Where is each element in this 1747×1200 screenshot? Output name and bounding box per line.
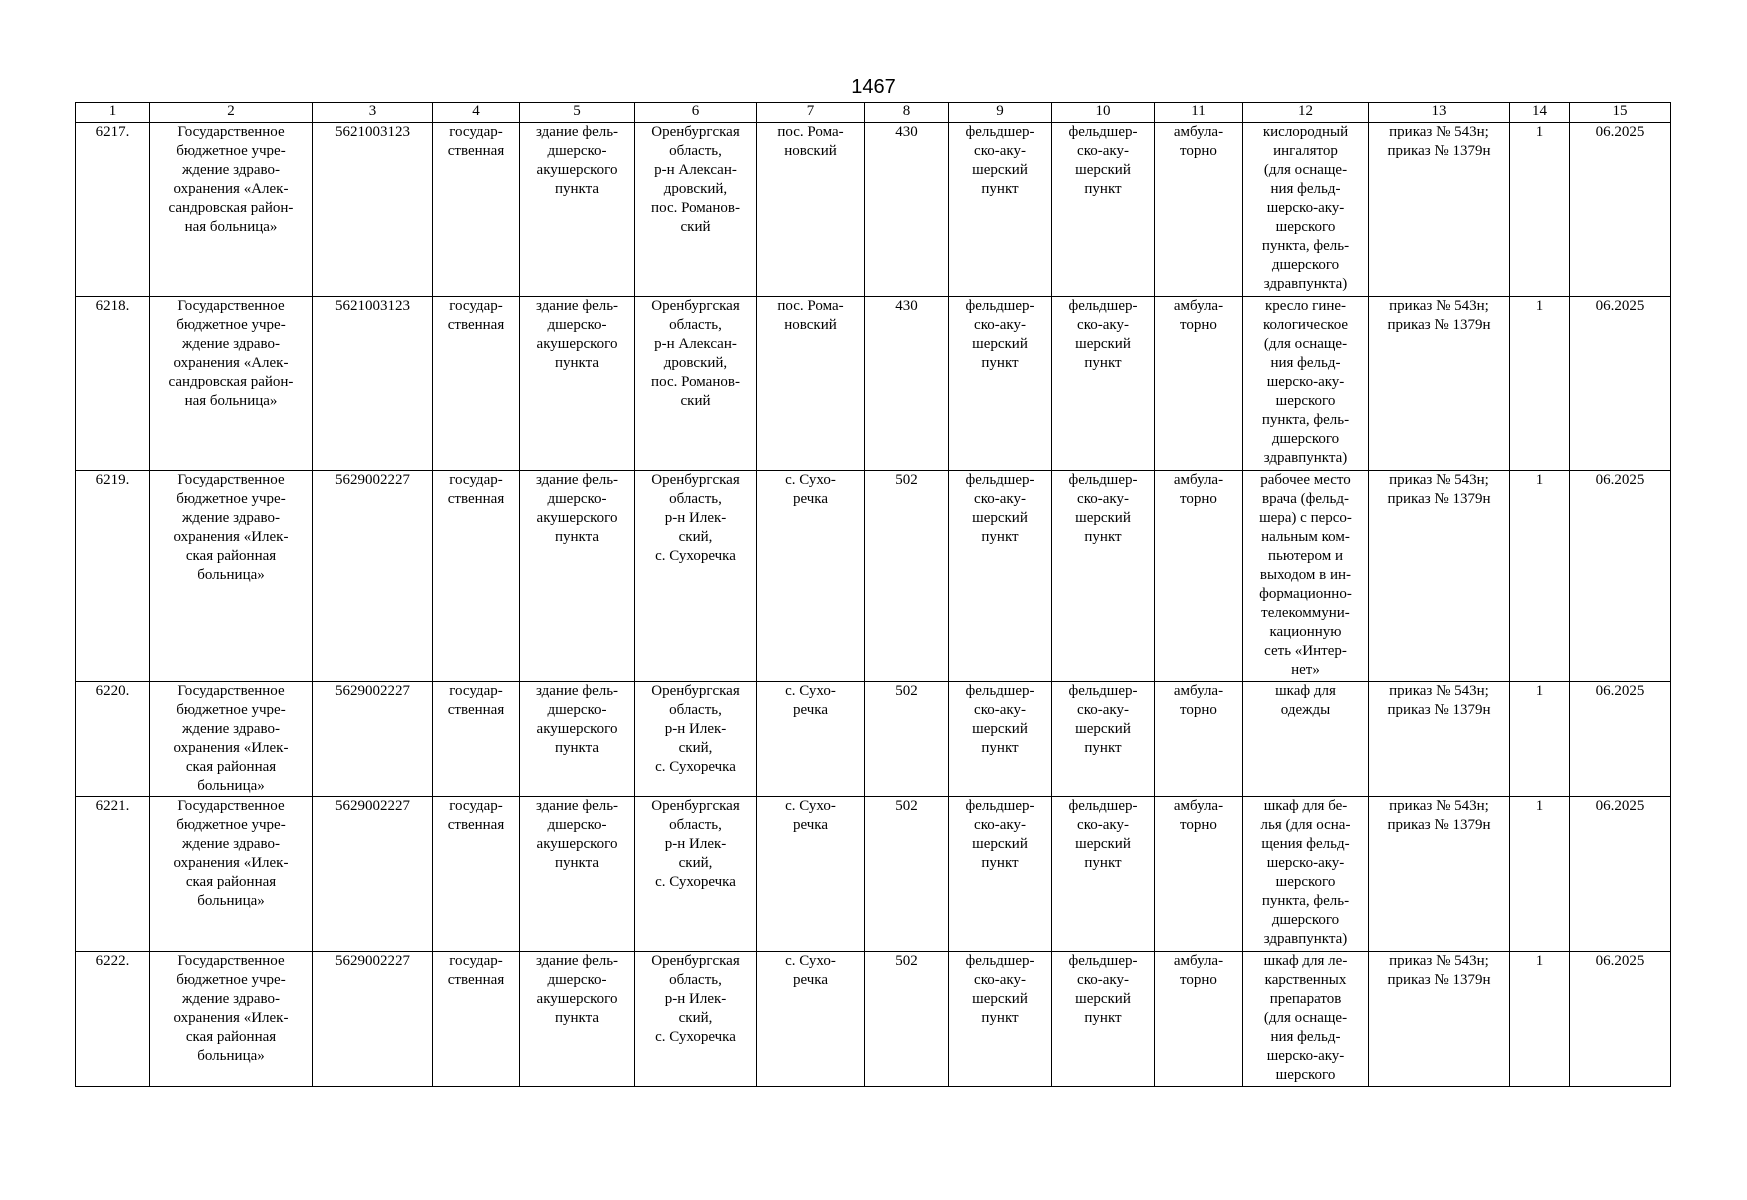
unit-type: фельдшер- ско-аку- шерский пункт bbox=[949, 952, 1052, 1087]
ownership-form: государ- ственная bbox=[433, 123, 520, 297]
record-number: 6222. bbox=[76, 952, 150, 1087]
column-number: 1 bbox=[76, 103, 150, 123]
building-type: здание фель- дшерско- акушерского пункта bbox=[520, 682, 635, 797]
quantity: 1 bbox=[1510, 471, 1570, 682]
unit-type-alt: фельдшер- ско-аку- шерский пункт bbox=[1052, 797, 1155, 952]
inn: 5629002227 bbox=[313, 682, 433, 797]
date: 06.2025 bbox=[1570, 123, 1671, 297]
column-number-row bbox=[76, 103, 1671, 123]
care-conditions: амбула- торно bbox=[1155, 297, 1243, 471]
care-conditions: амбула- торно bbox=[1155, 952, 1243, 1087]
settlement: с. Сухо- речка bbox=[757, 682, 865, 797]
population: 502 bbox=[865, 682, 949, 797]
care-conditions: амбула- торно bbox=[1155, 123, 1243, 297]
population: 502 bbox=[865, 797, 949, 952]
equipment-name: шкаф для одежды bbox=[1243, 682, 1369, 797]
care-conditions: амбула- торно bbox=[1155, 682, 1243, 797]
unit-type: фельдшер- ско-аку- шерский пункт bbox=[949, 297, 1052, 471]
unit-type-alt: фельдшер- ско-аку- шерский пункт bbox=[1052, 952, 1155, 1087]
inn: 5629002227 bbox=[313, 797, 433, 952]
ownership-form: государ- ственная bbox=[433, 797, 520, 952]
column-number: 12 bbox=[1243, 103, 1369, 123]
column-number: 3 bbox=[313, 103, 433, 123]
population: 430 bbox=[865, 297, 949, 471]
care-conditions: амбула- торно bbox=[1155, 471, 1243, 682]
table-row bbox=[76, 952, 1671, 1087]
date: 06.2025 bbox=[1570, 797, 1671, 952]
column-number: 15 bbox=[1570, 103, 1671, 123]
unit-type-alt: фельдшер- ско-аку- шерский пункт bbox=[1052, 123, 1155, 297]
settlement: пос. Рома- новский bbox=[757, 297, 865, 471]
table-row bbox=[76, 682, 1671, 797]
organization-name: Государственное бюджетное учре- ждение здраво- охранения «Илек- ская районная больница» bbox=[150, 952, 313, 1087]
equipment-name: рабочее место врача (фельд- шера) с персо- нальным ком- пьютером и выходом в ин- формационно- телекоммуни- кационную сеть «Интер- нет» bbox=[1243, 471, 1369, 682]
column-number: 11 bbox=[1155, 103, 1243, 123]
column-number: 13 bbox=[1369, 103, 1510, 123]
record-number: 6221. bbox=[76, 797, 150, 952]
table-row bbox=[76, 471, 1671, 682]
ownership-form: государ- ственная bbox=[433, 297, 520, 471]
organization-name: Государственное бюджетное учре- ждение здраво- охранения «Илек- ская районная больница» bbox=[150, 471, 313, 682]
building-type: здание фель- дшерско- акушерского пункта bbox=[520, 297, 635, 471]
regulation-orders: приказ № 543н; приказ № 1379н bbox=[1369, 682, 1510, 797]
column-number: 8 bbox=[865, 103, 949, 123]
unit-type: фельдшер- ско-аку- шерский пункт bbox=[949, 797, 1052, 952]
column-number: 5 bbox=[520, 103, 635, 123]
settlement: с. Сухо- речка bbox=[757, 797, 865, 952]
registry-table bbox=[75, 102, 1671, 1087]
column-number: 2 bbox=[150, 103, 313, 123]
column-number: 10 bbox=[1052, 103, 1155, 123]
table-row bbox=[76, 297, 1671, 471]
table-row bbox=[76, 123, 1671, 297]
care-conditions: амбула- торно bbox=[1155, 797, 1243, 952]
column-number: 9 bbox=[949, 103, 1052, 123]
quantity: 1 bbox=[1510, 952, 1570, 1087]
address: Оренбургская область, р-н Алексан- дровский, пос. Романов- ский bbox=[635, 123, 757, 297]
building-type: здание фель- дшерско- акушерского пункта bbox=[520, 471, 635, 682]
quantity: 1 bbox=[1510, 797, 1570, 952]
record-number: 6220. bbox=[76, 682, 150, 797]
quantity: 1 bbox=[1510, 297, 1570, 471]
equipment-name: кресло гине- кологическое (для оснаще- ния фельд- шерско-аку- шерского пункта, фель- дшерского здравпункта) bbox=[1243, 297, 1369, 471]
settlement: с. Сухо- речка bbox=[757, 471, 865, 682]
regulation-orders: приказ № 543н; приказ № 1379н bbox=[1369, 797, 1510, 952]
date: 06.2025 bbox=[1570, 952, 1671, 1087]
column-number: 7 bbox=[757, 103, 865, 123]
inn: 5629002227 bbox=[313, 471, 433, 682]
population: 502 bbox=[865, 952, 949, 1087]
record-number: 6219. bbox=[76, 471, 150, 682]
quantity: 1 bbox=[1510, 123, 1570, 297]
column-number: 6 bbox=[635, 103, 757, 123]
building-type: здание фель- дшерско- акушерского пункта bbox=[520, 952, 635, 1087]
record-number: 6218. bbox=[76, 297, 150, 471]
organization-name: Государственное бюджетное учре- ждение здраво- охранения «Илек- ская районная больница» bbox=[150, 797, 313, 952]
address: Оренбургская область, р-н Алексан- дровский, пос. Романов- ский bbox=[635, 297, 757, 471]
address: Оренбургская область, р-н Илек- ский, с. Сухоречка bbox=[635, 797, 757, 952]
unit-type: фельдшер- ско-аку- шерский пункт bbox=[949, 123, 1052, 297]
building-type: здание фель- дшерско- акушерского пункта bbox=[520, 123, 635, 297]
ownership-form: государ- ственная bbox=[433, 471, 520, 682]
unit-type: фельдшер- ско-аку- шерский пункт bbox=[949, 471, 1052, 682]
regulation-orders: приказ № 543н; приказ № 1379н bbox=[1369, 471, 1510, 682]
record-number: 6217. bbox=[76, 123, 150, 297]
date: 06.2025 bbox=[1570, 471, 1671, 682]
column-number: 4 bbox=[433, 103, 520, 123]
inn: 5621003123 bbox=[313, 123, 433, 297]
regulation-orders: приказ № 543н; приказ № 1379н bbox=[1369, 123, 1510, 297]
address: Оренбургская область, р-н Илек- ский, с. Сухоречка bbox=[635, 952, 757, 1087]
organization-name: Государственное бюджетное учре- ждение здраво- охранения «Алек- сандровская район- ная больница» bbox=[150, 123, 313, 297]
page-number: 1467 bbox=[851, 76, 896, 98]
regulation-orders: приказ № 543н; приказ № 1379н bbox=[1369, 297, 1510, 471]
unit-type-alt: фельдшер- ско-аку- шерский пункт bbox=[1052, 682, 1155, 797]
quantity: 1 bbox=[1510, 682, 1570, 797]
equipment-name: шкаф для ле- карственных препаратов (для оснаще- ния фельд- шерско-аку- шерского bbox=[1243, 952, 1369, 1087]
population: 502 bbox=[865, 471, 949, 682]
organization-name: Государственное бюджетное учре- ждение здраво- охранения «Алек- сандровская район- ная больница» bbox=[150, 297, 313, 471]
unit-type: фельдшер- ско-аку- шерский пункт bbox=[949, 682, 1052, 797]
ownership-form: государ- ственная bbox=[433, 682, 520, 797]
regulation-orders: приказ № 543н; приказ № 1379н bbox=[1369, 952, 1510, 1087]
building-type: здание фель- дшерско- акушерского пункта bbox=[520, 797, 635, 952]
date: 06.2025 bbox=[1570, 297, 1671, 471]
table-row bbox=[76, 797, 1671, 952]
ownership-form: государ- ственная bbox=[433, 952, 520, 1087]
address: Оренбургская область, р-н Илек- ский, с. Сухоречка bbox=[635, 471, 757, 682]
address: Оренбургская область, р-н Илек- ский, с. Сухоречка bbox=[635, 682, 757, 797]
column-number: 14 bbox=[1510, 103, 1570, 123]
unit-type-alt: фельдшер- ско-аку- шерский пункт bbox=[1052, 297, 1155, 471]
settlement: пос. Рома- новский bbox=[757, 123, 865, 297]
equipment-name: кислородный ингалятор (для оснаще- ния фельд- шерско-аку- шерского пункта, фель- дшерского здравпункта) bbox=[1243, 123, 1369, 297]
date: 06.2025 bbox=[1570, 682, 1671, 797]
unit-type-alt: фельдшер- ско-аку- шерский пункт bbox=[1052, 471, 1155, 682]
inn: 5621003123 bbox=[313, 297, 433, 471]
inn: 5629002227 bbox=[313, 952, 433, 1087]
settlement: с. Сухо- речка bbox=[757, 952, 865, 1087]
equipment-name: шкаф для бе- лья (для осна- щения фельд- шерско-аку- шерского пункта, фель- дшерского здравпункта) bbox=[1243, 797, 1369, 952]
organization-name: Государственное бюджетное учре- ждение здраво- охранения «Илек- ская районная больница» bbox=[150, 682, 313, 797]
population: 430 bbox=[865, 123, 949, 297]
